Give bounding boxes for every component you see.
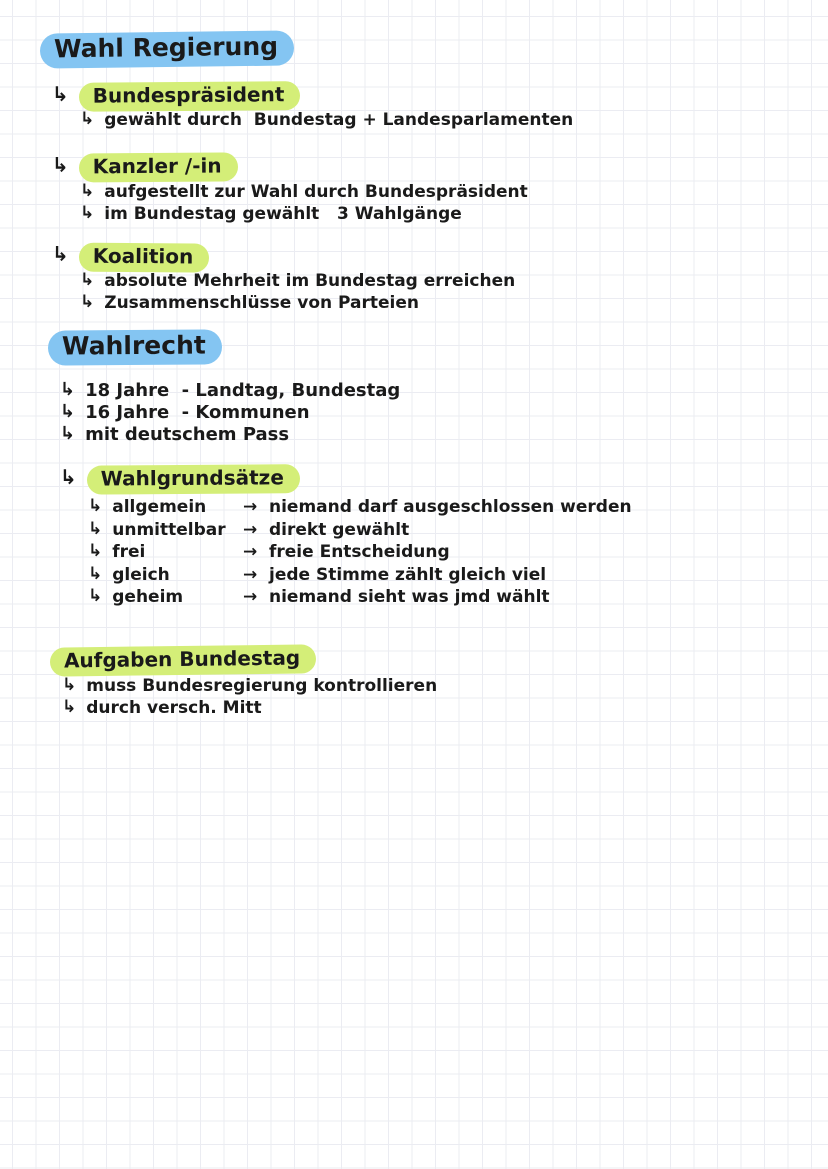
wahlrecht-item-3	[60, 424, 289, 447]
aufgaben-heading-label: Aufgaben Bundestag	[63, 645, 301, 673]
koalition-heading-label: Koalition	[92, 243, 194, 269]
highlight-pill-green	[79, 243, 210, 273]
wahlgrundsaetze-heading-label: Wahlgrundsätze	[100, 465, 284, 491]
right-arrow-icon: →	[243, 497, 258, 517]
right-arrow-icon: →	[243, 564, 258, 585]
wahlgrundsatz-term: geheim	[112, 587, 184, 607]
note-text: durch versch. Mitt	[86, 698, 262, 718]
right-arrow-icon: →	[243, 519, 258, 540]
wahlgrundsatz-row	[88, 542, 632, 565]
highlight-pill-green	[87, 464, 300, 494]
branch-arrow-icon: ↳	[88, 518, 103, 539]
highlight-pill-blue	[48, 329, 222, 365]
title-wahl-regierung	[40, 30, 294, 68]
wahlgrundsatz-term: allgemein	[112, 497, 207, 517]
branch-arrow-icon: ↳	[80, 270, 95, 290]
wahlgrundsatz-row	[88, 587, 632, 610]
wahlgrundsatz-desc: freie Entscheidung	[269, 542, 450, 562]
kanzler-line-2	[80, 204, 462, 225]
branch-arrow-icon: ↳	[88, 563, 103, 584]
right-arrow-icon: →	[243, 542, 258, 562]
wahlgrundsatz-row	[88, 520, 632, 543]
title-wahlrecht-label: Wahlrecht	[61, 330, 206, 361]
wahlgrundsatz-term: unmittelbar	[112, 519, 226, 540]
aufgaben-line-1	[62, 676, 437, 697]
note-text: mit deutschem Pass	[85, 424, 290, 445]
highlight-pill-blue	[40, 30, 294, 68]
aufgaben-line-2	[62, 698, 262, 719]
branch-arrow-icon: ↳	[51, 152, 69, 177]
highlight-pill-green	[79, 152, 238, 182]
wahlgrundsatz-desc: niemand darf ausgeschlossen werden	[269, 497, 632, 517]
branch-arrow-icon: ↳	[62, 697, 77, 717]
branch-arrow-icon: ↳	[51, 81, 69, 106]
branch-arrow-icon: ↳	[62, 675, 77, 695]
branch-arrow-icon: ↳	[60, 401, 76, 422]
wahlrecht-item-2	[60, 402, 310, 425]
wahlrecht-item-1	[60, 380, 400, 403]
branch-arrow-icon: ↳	[51, 241, 69, 266]
note-text: im Bundestag gewählt 3 Wahlgänge	[104, 204, 462, 224]
right-arrow-icon: →	[243, 587, 258, 607]
title-wahlrecht	[48, 329, 222, 365]
section-aufgaben-heading	[50, 644, 317, 676]
branch-arrow-icon: ↳	[88, 541, 103, 561]
section-kanzler-heading	[52, 152, 238, 182]
highlight-pill-green	[50, 644, 317, 676]
koalition-line-2	[80, 293, 419, 314]
note-text: Zusammenschlüsse von Parteien	[104, 293, 419, 313]
branch-arrow-icon: ↳	[80, 109, 95, 129]
wahlgrundsatz-term: frei	[112, 542, 146, 562]
section-bundespraesident-heading	[52, 81, 301, 112]
wahlgrundsatz-desc: niemand sieht was jmd wählt	[269, 587, 550, 607]
note-text: 16 Jahre - Kommunen	[85, 402, 310, 423]
branch-arrow-icon: ↳	[80, 292, 95, 312]
title-wahl-regierung-label: Wahl Regierung	[53, 31, 279, 64]
branch-arrow-icon: ↳	[60, 379, 76, 400]
wahlgrundsatz-term: gleich	[112, 564, 170, 585]
highlight-pill-green	[79, 81, 301, 112]
wahlgrundsatz-desc: jede Stimme zählt gleich viel	[269, 564, 547, 585]
wahlgrundsaetze-table	[88, 497, 632, 610]
branch-arrow-icon: ↳	[88, 496, 103, 516]
section-koalition-heading	[52, 242, 209, 272]
bundespraesident-line	[80, 110, 573, 131]
note-text: gewählt durch Bundestag + Landesparlamenten	[104, 110, 574, 130]
branch-arrow-icon: ↳	[60, 423, 76, 444]
note-text: muss Bundesregierung kontrollieren	[86, 676, 438, 696]
branch-arrow-icon: ↳	[80, 181, 95, 201]
koalition-line-1	[80, 271, 515, 292]
kanzler-heading-label: Kanzler /-in	[92, 153, 222, 179]
wahlgrundsatz-desc: direkt gewählt	[269, 519, 410, 540]
wahlgrundsatz-row	[88, 497, 632, 520]
branch-arrow-icon: ↳	[59, 464, 77, 489]
kanzler-line-1	[80, 182, 528, 203]
note-text: absolute Mehrheit im Bundestag erreichen	[104, 271, 516, 291]
note-text: 18 Jahre - Landtag, Bundestag	[85, 380, 401, 401]
bundespraesident-heading-label: Bundespräsident	[92, 82, 285, 108]
branch-arrow-icon: ↳	[88, 586, 103, 606]
section-wahlgrundsaetze-heading	[60, 464, 300, 495]
wahlgrundsatz-row	[88, 565, 632, 588]
branch-arrow-icon: ↳	[80, 203, 95, 223]
note-text: aufgestellt zur Wahl durch Bundespräsident	[104, 182, 528, 202]
